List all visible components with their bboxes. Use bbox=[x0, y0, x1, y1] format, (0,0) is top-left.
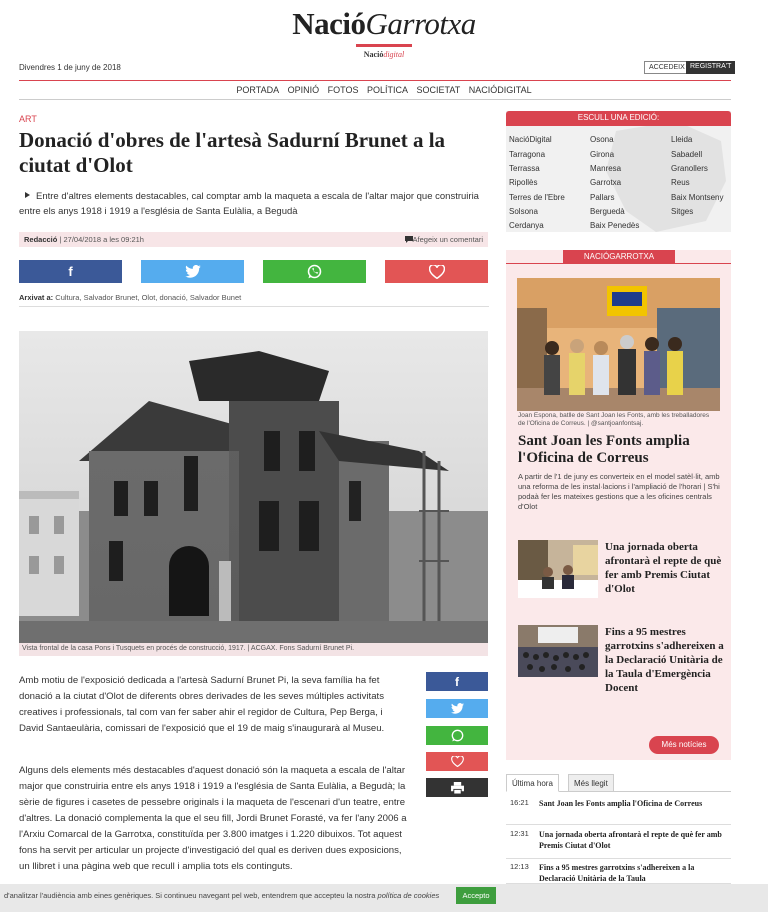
whatsapp-icon bbox=[307, 264, 322, 279]
edition-link[interactable]: Terres de l'Ebre bbox=[509, 193, 565, 202]
nav-divider bbox=[19, 99, 731, 100]
edition-link[interactable]: Sitges bbox=[671, 207, 694, 216]
share-like-button[interactable] bbox=[385, 260, 488, 283]
article-meta bbox=[19, 232, 488, 247]
logo-bold-text: Nació bbox=[292, 6, 366, 41]
nav-item-portada[interactable]: PORTADA bbox=[236, 85, 280, 95]
edition-link[interactable]: Sabadell bbox=[671, 150, 703, 159]
add-comment-link[interactable] bbox=[405, 235, 483, 244]
archived-label: Arxivat a: bbox=[19, 293, 54, 302]
latest-time: 12:31 bbox=[510, 829, 529, 838]
tags-divider bbox=[19, 306, 489, 307]
cookie-policy-link[interactable]: política de cookies bbox=[375, 891, 440, 900]
whatsapp-icon bbox=[451, 729, 464, 742]
latest-headline[interactable]: Una jornada oberta afrontarà el repte de què fer amb Premis Ciutat d'Olot bbox=[539, 830, 722, 850]
edition-link[interactable]: Berguedà bbox=[590, 207, 625, 216]
nav-item-politica[interactable]: POLÍTICA bbox=[367, 85, 409, 95]
more-news-button[interactable]: Més notícies bbox=[649, 736, 719, 754]
twitter-icon bbox=[185, 265, 201, 278]
assembly-thumbnail-image bbox=[518, 625, 598, 677]
accept-cookies-button[interactable]: Accepto bbox=[456, 887, 496, 904]
edition-link[interactable]: Garrotxa bbox=[590, 178, 622, 187]
side-share-twitter-button[interactable] bbox=[426, 699, 488, 718]
nav-item-societat[interactable]: SOCIETAT bbox=[416, 85, 461, 95]
comment-icon bbox=[405, 236, 413, 243]
ng-photo-caption: Joan Espona, batlle de Sant Joan les Fonts, amb les treballadores de l'Oficina de Correus. | @santjoanfontsaj. bbox=[518, 412, 710, 427]
heart-icon bbox=[429, 265, 445, 279]
lead-text: Entre d'altres elements destacables, cal comptar amb la maqueta a escala de l'altar major que construiria entre els anys 1918 i 1919 a l'església de Santa Eulàlia, a Begudà bbox=[19, 191, 479, 217]
cookie-banner bbox=[0, 884, 768, 912]
article-paragraph-1: Amb motiu de l'exposició dedicada a l'artesà Sadurní Brunet Pi, la seva família ha fet donació a la ciutat d'Olot de diferents obres derivades de les seves múltiples activitats creatives i professionals, tal com van fer saber ahir el regidor de Cultura, Pep Berga, i David Santaeulària, comissari de l'exposició que el 19 de maig s'inaugurarà al Museu. bbox=[19, 675, 385, 734]
latest-item[interactable] bbox=[506, 795, 731, 825]
tab-ultima-hora[interactable]: Última hora bbox=[506, 774, 559, 792]
edition-link[interactable]: Reus bbox=[671, 178, 690, 187]
edition-selector-header: ESCULL UNA EDICIÓ: bbox=[506, 111, 731, 126]
news-headline[interactable]: Fins a 95 mestres garrotxins s'adhereixen a la Declaració Unitària de la Taula d'Emergència Docent bbox=[605, 626, 724, 694]
login-button[interactable]: ACCEDEIX bbox=[644, 61, 690, 74]
edition-link[interactable]: Pallars bbox=[590, 193, 615, 202]
edition-link[interactable]: Ripollès bbox=[509, 178, 538, 187]
nav-item-naciodigital[interactable]: NACIÓDIGITAL bbox=[468, 85, 532, 95]
article-author[interactable]: Redacció bbox=[24, 235, 58, 244]
nav-item-fotos[interactable]: FOTOS bbox=[327, 85, 359, 95]
edition-link[interactable]: Solsona bbox=[509, 207, 538, 216]
share-facebook-button[interactable] bbox=[19, 260, 122, 283]
latest-item[interactable] bbox=[506, 826, 731, 859]
header-divider bbox=[19, 80, 731, 81]
article-title: Donació d'obres de l'artesà Sadurní Brunet a la ciutat d'Olot bbox=[19, 128, 446, 177]
edition-link[interactable]: Girona bbox=[590, 150, 615, 159]
edition-link[interactable]: NacióDigital bbox=[509, 135, 552, 144]
heart-icon bbox=[451, 756, 464, 767]
current-date: Divendres 1 de juny de 2018 bbox=[19, 63, 121, 72]
add-comment-label: Afegeix un comentari bbox=[412, 235, 483, 244]
side-share-whatsapp-button[interactable] bbox=[426, 726, 488, 745]
main-nav bbox=[0, 85, 768, 95]
news-thumbnail[interactable] bbox=[518, 540, 598, 598]
share-whatsapp-button[interactable] bbox=[263, 260, 366, 283]
sublogo-italic: digital bbox=[383, 50, 405, 59]
printer-icon bbox=[451, 782, 464, 794]
news-headline[interactable]: Una jornada oberta afrontarà el repte de què fer amb Premis Ciutat d'Olot bbox=[605, 541, 722, 595]
latest-tabs bbox=[506, 774, 731, 792]
edition-link[interactable]: Osona bbox=[590, 135, 614, 144]
photo-caption: Vista frontal de la casa Pons i Tusquets en procés de construcció, 1917. | ACGAX. Fons Sadurní Brunet Pi. bbox=[19, 643, 488, 656]
edition-link[interactable]: Manresa bbox=[590, 164, 622, 173]
ng-main-headline[interactable]: Sant Joan les Fonts amplia l'Oficina de Correus bbox=[518, 433, 690, 466]
article-paragraph-2: Alguns dels elements més destacables d'aquest donació són la maqueta a escala de l'altar major que construiria entre els anys 1918 i 1919 a l'església de Santa Eulàlia, a Begudà; la sèrie de figures i casetes de pessebre originals i la maqueta de l'escenari d'un teatre, entre d'altres. La donació complementa la que el seu fill, Jordi Brunet Forasté, va fer l'any 2006 a l'Arxiu Comarcal de la Garrotxa, constituïda per 3.800 imatges i 1.220 dibuixos. Tot aquest fons ha servit per articular un projecte d'investigació del qual es deriven dues exposicions, un llibret i una pàgina web que recull i amplia tots els continguts. bbox=[19, 765, 407, 872]
edition-link[interactable]: Lleida bbox=[671, 135, 693, 144]
article-category[interactable]: ART bbox=[19, 114, 37, 124]
post-office-image bbox=[517, 278, 720, 411]
edition-link[interactable]: Terrassa bbox=[509, 164, 540, 173]
post-office-photo[interactable] bbox=[517, 278, 720, 411]
site-logo[interactable] bbox=[0, 6, 768, 42]
logo-italic-text: Garrotxa bbox=[365, 6, 476, 41]
house-construction-photo bbox=[19, 331, 488, 643]
article-photo[interactable] bbox=[19, 331, 488, 643]
facebook-icon: f bbox=[68, 264, 73, 279]
news-thumbnail[interactable] bbox=[518, 625, 598, 677]
article-datetime: | 27/04/2018 a les 09:21h bbox=[57, 235, 144, 244]
archived-tag-list[interactable]: Cultura, Salvador Brunet, Olot, donació, Salvador Bunet bbox=[53, 293, 242, 302]
article-lead bbox=[19, 189, 489, 219]
register-button[interactable]: REGISTRA'T bbox=[686, 61, 735, 74]
facebook-icon: f bbox=[455, 674, 459, 689]
edition-link[interactable]: Baix Penedès bbox=[590, 221, 640, 230]
cookie-text: d'analitzar l'audiència amb eines genèriques. Si continueu navegant pel web, entendrem que accepteu la nostra bbox=[4, 891, 376, 900]
side-share-like-button[interactable] bbox=[426, 752, 488, 771]
latest-headline[interactable]: Sant Joan les Fonts amplia l'Oficina de Correus bbox=[539, 799, 703, 808]
side-share-facebook-button[interactable] bbox=[426, 672, 488, 691]
edition-link[interactable]: Baix Montseny bbox=[671, 193, 724, 202]
edition-link[interactable]: Granollers bbox=[671, 164, 708, 173]
lead-bullet-icon bbox=[25, 192, 30, 198]
edition-link[interactable]: Tarragona bbox=[509, 150, 546, 159]
share-twitter-button[interactable] bbox=[141, 260, 244, 283]
ng-main-summary: A partir de l'1 de juny es converteix en el model satèl·lit, amb una reforma de les instal·lacions i l'ampliació de l'horari | S'hi podaà fer les mateixes gestions que a les oficines centrals d'Olot bbox=[518, 472, 720, 511]
latest-headline[interactable]: Fins a 95 mestres garrotxins s'adhereixen a la Declaració Unitària de la Taula bbox=[539, 863, 695, 883]
latest-item[interactable] bbox=[506, 859, 731, 884]
twitter-icon bbox=[451, 703, 464, 714]
edition-link[interactable]: Cerdanya bbox=[509, 221, 544, 230]
article-tags bbox=[19, 293, 241, 302]
nav-item-opinio[interactable]: OPINIÓ bbox=[287, 85, 320, 95]
sublogo-bold: Nació bbox=[363, 50, 384, 59]
nacio-digital-logo[interactable] bbox=[0, 44, 768, 59]
meeting-thumbnail-image bbox=[518, 540, 598, 598]
print-button[interactable] bbox=[426, 778, 488, 797]
latest-time: 16:21 bbox=[510, 798, 529, 807]
naciogarrotxa-tab[interactable]: NACIÓGARROTXA bbox=[563, 250, 675, 264]
latest-time: 12:13 bbox=[510, 862, 529, 871]
tab-mes-llegit[interactable]: Més llegit bbox=[568, 774, 614, 792]
